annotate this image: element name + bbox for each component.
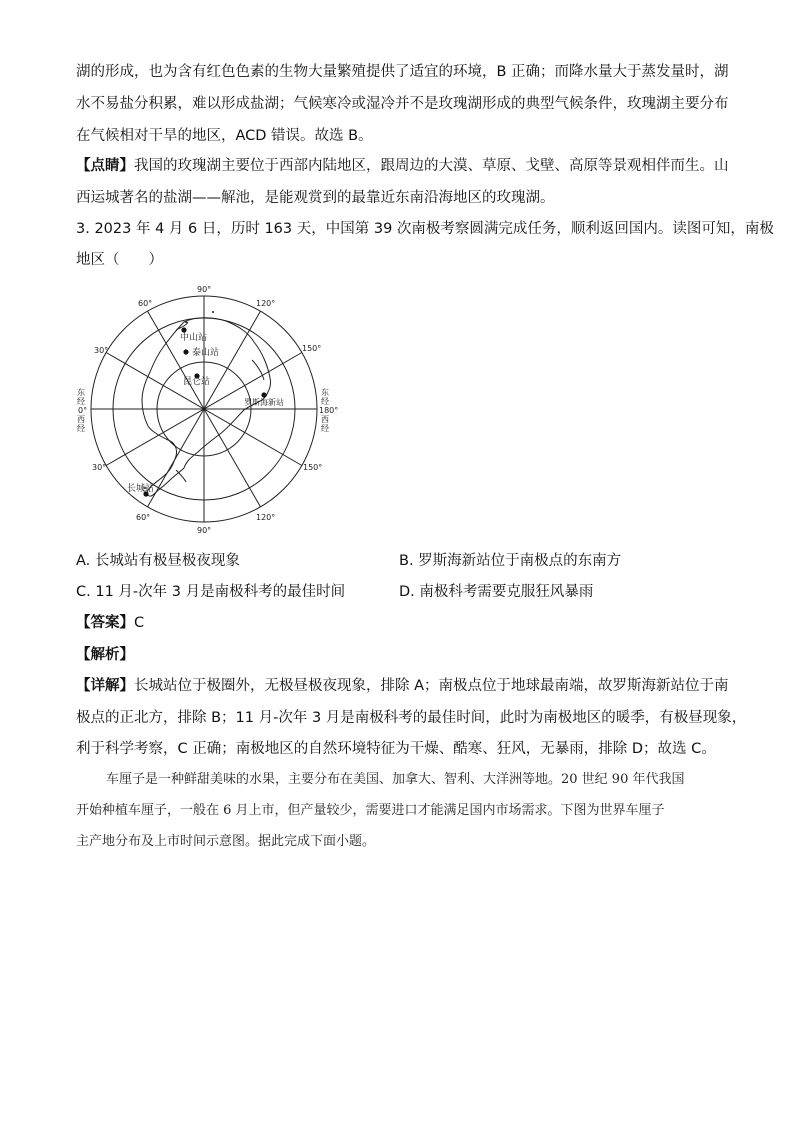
passage-line-1: 车厘子是一种鲜甜美味的水果，主要分布在美国、加拿大、智利、大洋洲等地。20 世纪 90 年代我国	[106, 772, 685, 787]
taishan-station-dot	[183, 349, 188, 354]
prev-answer-line-1: 湖的形成，也为含有红色色素的生物大量繁殖提供了适宜的环境，B 正确；而降水量大于蒸发量时，湖	[76, 64, 729, 80]
prev-answer-line-2: 水不易盐分积累，难以形成盐湖；气候寒冷或湿冷并不是玫瑰湖形成的典型气候条件，玫瑰湖主要分布	[76, 96, 729, 112]
antarctica-map	[76, 278, 346, 548]
comment-line-1	[76, 156, 729, 176]
svg-text:西: 西	[77, 415, 85, 424]
zhongshan-station-label: 中山站	[180, 333, 208, 343]
lon-label-left-upper: 30°	[94, 346, 109, 355]
prev-answer-line-3: 在气候相对干旱的地区，ACD 错误。故选 B。	[76, 128, 373, 144]
answer-line	[76, 613, 144, 633]
svg-text:经: 经	[77, 424, 85, 433]
option-a[interactable]: A. 长城站有极昼极夜现象	[76, 553, 240, 569]
lon-label-right-upper: 150°	[302, 344, 322, 353]
lon-label-bottom-left: 60°	[136, 513, 151, 522]
comment-label: 【点睛】	[76, 158, 134, 174]
detail-text-1: 长城站位于极圈外，无极昼极夜现象，排除 A；南极点位于地球最南端，故罗斯海新站位于南	[134, 678, 729, 694]
svg-text:0°: 0°	[78, 406, 88, 415]
lon-label-top-right: 120°	[256, 299, 276, 308]
kunlun-station-label: 昆仑站	[183, 377, 211, 387]
changcheng-station-label: 长城站	[127, 484, 155, 494]
svg-text:东: 东	[77, 388, 85, 397]
lon-label-top: 90°	[197, 285, 212, 294]
rosssea-station-label: 罗斯海新站	[244, 398, 284, 407]
detail-line-3: 利于科学考察，C 正确；南极地区的自然环境特征为干燥、酷寒、狂风，无暴雨，排除 D；故选 C。	[76, 741, 716, 757]
zhongshan-station-dot	[181, 327, 186, 332]
rosssea-station-dot	[261, 392, 266, 397]
svg-text:经: 经	[321, 424, 329, 433]
answer-label: 【答案】	[76, 615, 134, 631]
lon-label-right-lower: 150°	[303, 463, 323, 472]
passage-line-3: 主产地分布及上市时间示意图。据此完成下面小题。	[76, 834, 376, 849]
svg-text:经: 经	[321, 397, 329, 406]
svg-text:180°: 180°	[319, 406, 339, 415]
comment-text-1: 我国的玫瑰湖主要位于西部内陆地区，跟周边的大漠、草原、戈壁、高原等景观相伴而生。山	[134, 158, 729, 174]
answer-value: C	[134, 615, 145, 631]
left-edge-label	[77, 387, 87, 433]
detail-line-1	[76, 676, 729, 696]
right-edge-label	[319, 387, 338, 433]
option-d[interactable]: D. 南极科考需要克服狂风暴雨	[399, 584, 594, 600]
lon-label-top-left: 60°	[138, 299, 153, 308]
analysis-label: 【解析】	[76, 647, 134, 663]
taishan-station-label: 泰山站	[192, 348, 220, 358]
lon-label-bottom-right: 120°	[256, 513, 276, 522]
option-b[interactable]: B. 罗斯海新站位于南极点的东南方	[399, 553, 622, 569]
svg-text:东: 东	[321, 388, 329, 397]
detail-line-2: 极点的正北方，排除 B；11 月-次年 3 月是南极科考的最佳时间，此时为南极地区的暖季，有极昼现象，	[76, 710, 747, 726]
comment-line-2: 西运城著名的盐湖——解池，是能观赏到的最靠近东南沿海地区的玫瑰湖。	[76, 190, 555, 206]
question-line-1: 3. 2023 年 4 月 6 日，历时 163 天，中国第 39 次南极考察圆满完成任务，顺利返回国内。读图可知，南极	[76, 221, 774, 237]
lon-label-left-lower: 30°	[92, 463, 107, 472]
lon-label-bottom: 90°	[197, 526, 212, 535]
map-meridians	[91, 296, 317, 522]
passage-line-2: 开始种植车厘子，一般在 6 月上市，但产量较少，需要进口才能满足国内市场需求。下图为世界车厘子	[76, 803, 665, 818]
question-line-2: 地区（ ）	[76, 252, 163, 268]
option-c[interactable]: C. 11 月-次年 3 月是南极科考的最佳时间	[76, 584, 346, 600]
detail-label: 【详解】	[76, 678, 134, 694]
svg-text:西: 西	[321, 415, 329, 424]
svg-text:经: 经	[77, 397, 85, 406]
